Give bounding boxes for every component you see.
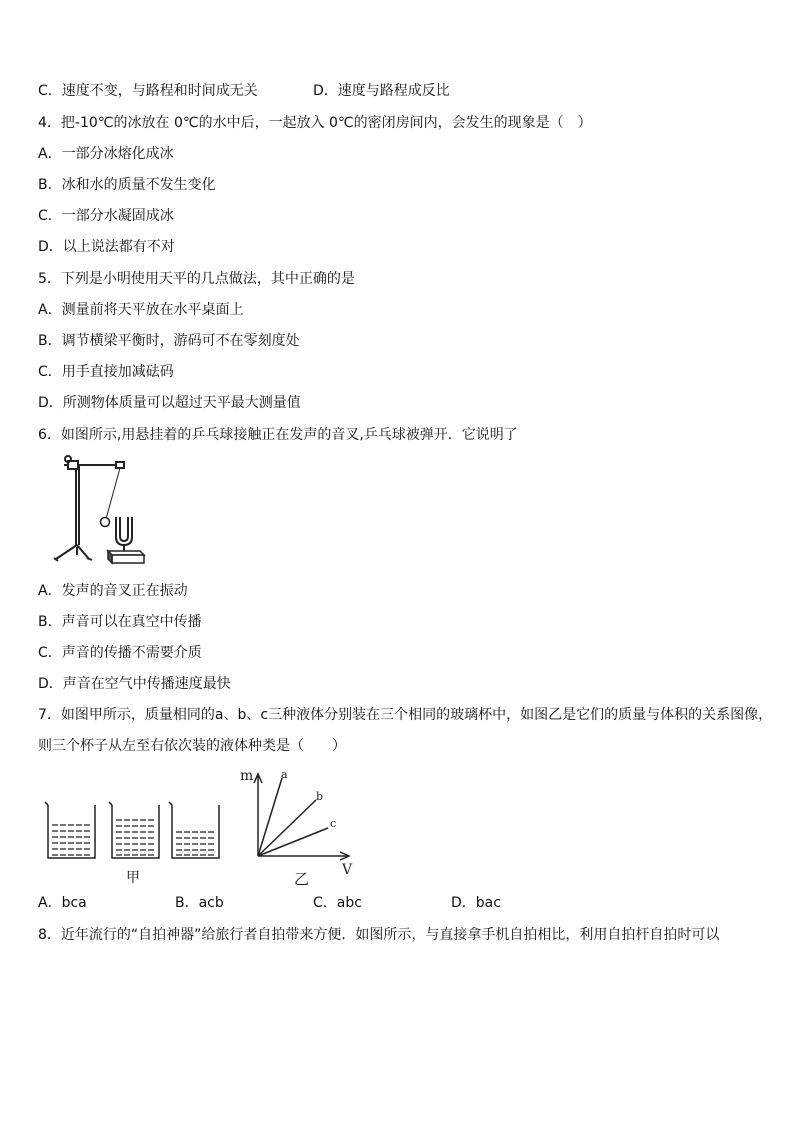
mass-volume-graph [238,766,358,876]
tuning-fork-figure [44,455,154,567]
line-b-label: b [316,790,324,803]
q6-option-a: A．发声的音叉正在振动 [38,583,188,599]
q6-stem: 6．如图所示,用悬挂着的乒乓球接触正在发声的音叉,乒乓球被弹开．它说明了 [38,427,518,443]
beaker-right [169,802,219,858]
q5-option-c: C．用手直接加减砝码 [38,364,174,380]
q4-option-c: C．一部分水凝固成冰 [38,208,174,224]
q7-stem-line1: 7．如图甲所示，质量相同的a、b、c三种液体分别装在三个相同的玻璃杯中，如图乙是它们的质量与体积的关系图像， [38,707,773,723]
ping-pong-ball [101,518,110,527]
line-c-label: c [330,817,337,830]
q7-option-b: B．acb [175,895,224,911]
q8-stem: 8．近年流行的“自拍神器”给旅行者自拍带来方便．如图所示，与直接拿手机自拍相比，利用自拍杆自拍时可以 [38,927,720,943]
v-axis-label: V [342,862,353,876]
q4-option-d: D．以上说法都有不对 [38,239,175,255]
beaker-left [45,802,95,858]
q6-option-d: D．声音在空气中传播速度最快 [38,676,231,692]
figure-yi-label: 乙 [294,870,310,888]
q5-option-a: A．测量前将天平放在水平桌面上 [38,302,244,318]
q4-option-b: B．冰和水的质量不发生变化 [38,177,216,193]
tuning-fork [116,517,132,551]
q4-option-a: A．一部分冰熔化成冰 [38,146,174,162]
q7-stem-line2: 则三个杯子从左至右依次装的液体种类是（ ） [38,738,346,754]
line-a-label: a [281,768,288,781]
m-axis-label: m [240,768,254,784]
figure-jia-label: 甲 [126,870,140,886]
q6-option-c: C．声音的传播不需要介质 [38,645,202,661]
q5-stem: 5．下列是小明使用天平的几点做法，其中正确的是 [38,271,355,287]
iron-stand [54,456,124,561]
beaker-middle [109,802,159,858]
q7-option-a: A．bca [38,895,87,911]
q4-stem: 4．把-10℃的冰放在 0℃的水中后，一起放入 0℃的密闭房间内，会发生的现象是（ ） [38,115,592,131]
q5-option-d: D．所测物体质量可以超过天平最大测量值 [38,395,301,411]
q5-option-b: B．调节横梁平衡时，游码可不在零刻度处 [38,333,300,349]
q7-option-d: D．bac [451,895,501,911]
q7-option-c: C．abc [313,895,362,911]
q3-option-c: C．速度不变，与路程和时间成无关 [38,83,258,99]
string [106,468,120,519]
q6-option-b: B．声音可以在真空中传播 [38,614,202,630]
q3-option-d: D．速度与路程成反比 [313,83,450,99]
line-c [258,828,328,856]
resonance-box [108,551,144,563]
